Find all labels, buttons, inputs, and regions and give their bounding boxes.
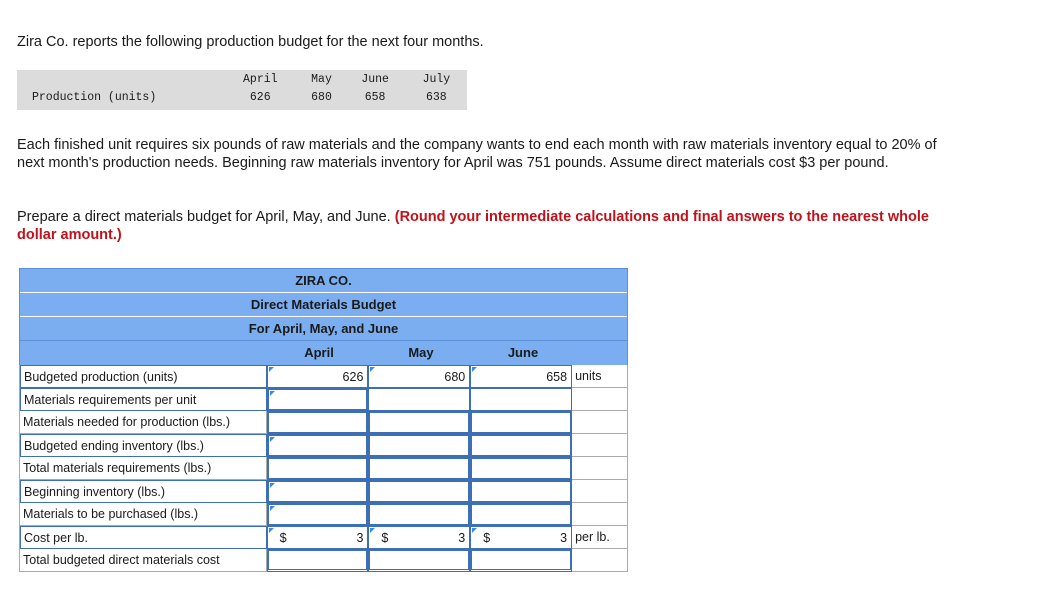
budget-row — [20, 388, 627, 411]
budget-period: For April, May, and June — [248, 321, 399, 336]
april-materials-needed-input[interactable] — [267, 411, 369, 434]
prod-month-july: July — [406, 70, 467, 88]
row-label-budgeted-production[interactable]: Budgeted production (units) — [20, 365, 267, 388]
june-cost-per-lb[interactable] — [470, 526, 572, 549]
task-paragraph — [17, 208, 967, 244]
row-label-ending-inventory[interactable]: Budgeted ending inventory (lbs.) — [20, 434, 267, 457]
april-materials-per-unit-input[interactable] — [267, 388, 369, 411]
prod-month-june: June — [345, 70, 406, 88]
column-headers — [19, 341, 628, 365]
april-cost-per-lb[interactable] — [267, 526, 369, 549]
budget-grid — [19, 365, 628, 572]
may-beginning-inventory-input[interactable] — [368, 480, 470, 503]
per-lb-label: per lb. — [575, 530, 610, 544]
row-label-beginning-inventory[interactable]: Beginning inventory (lbs.) — [20, 480, 267, 503]
april-cost-value: 3 — [356, 531, 364, 545]
prod-value-july: 638 — [406, 88, 467, 110]
may-ending-inventory-input[interactable] — [368, 434, 470, 457]
units-label: units — [575, 369, 602, 383]
row-label-total-requirements: Total materials requirements (lbs.) — [20, 457, 267, 480]
april-total-cost-input[interactable] — [267, 549, 369, 572]
budget-title: Direct Materials Budget — [20, 293, 627, 317]
dollar-sign: $ — [483, 531, 491, 545]
dollar-sign: $ — [279, 531, 287, 545]
prod-month-april: April — [222, 70, 299, 88]
june-ending-inventory-input[interactable] — [470, 434, 572, 457]
budget-row — [20, 526, 627, 549]
col-may: May — [408, 345, 434, 360]
row-label-materials-needed: Materials needed for production (lbs.) — [20, 411, 267, 434]
may-materials-purchased-input[interactable] — [368, 503, 470, 526]
budget-row — [20, 549, 627, 571]
budget-row — [20, 480, 627, 503]
may-total-cost-input[interactable] — [368, 549, 470, 572]
dollar-sign: $ — [381, 531, 389, 545]
june-total-cost-input[interactable] — [470, 549, 572, 572]
may-cost-per-lb[interactable] — [368, 526, 470, 549]
prod-month-may: May — [299, 70, 345, 88]
production-table — [17, 70, 467, 110]
april-total-requirements-input[interactable] — [267, 457, 369, 480]
april-ending-inventory-input[interactable] — [267, 434, 369, 457]
rounding-note: (Round your intermediate calculations and final answers to the nearest whole dollar amount.) — [17, 209, 929, 243]
april-materials-purchased-input[interactable] — [267, 503, 369, 526]
row-label-materials-per-unit[interactable]: Materials requirements per unit — [20, 388, 267, 411]
june-materials-purchased-input[interactable] — [470, 503, 572, 526]
prod-value-june: 658 — [345, 88, 406, 110]
prod-value-april: 626 — [222, 88, 299, 110]
intro-text: Zira Co. reports the following production budget for the next four months. — [17, 34, 484, 50]
budget-row — [20, 503, 627, 526]
direct-materials-budget — [19, 268, 628, 572]
budget-row — [20, 411, 627, 434]
may-materials-needed-input[interactable] — [368, 411, 470, 434]
prod-row-label: Production (units) — [17, 88, 222, 110]
row-label-materials-purchased: Materials to be purchased (lbs.) — [20, 503, 267, 526]
may-total-requirements-input[interactable] — [368, 457, 470, 480]
prod-value-may: 680 — [299, 88, 345, 110]
budget-row — [20, 457, 627, 480]
instructions-paragraph: Each finished unit requires six pounds of raw materials and the company wants to end each month with raw materials inventory equal to 20% of next month's production needs. Beginning raw materials inventory for April was 751 pounds. Assume direct materials cost $3 per pound. — [17, 137, 937, 171]
budget-row — [20, 365, 627, 388]
april-beginning-inventory-input[interactable] — [267, 480, 369, 503]
task-text: Prepare a direct materials budget for April, May, and June. — [17, 209, 395, 225]
june-beginning-inventory-input[interactable] — [470, 480, 572, 503]
june-materials-needed-input[interactable] — [470, 411, 572, 434]
may-materials-per-unit-input[interactable] — [368, 388, 470, 411]
may-cost-value: 3 — [458, 531, 466, 545]
company-name: ZIRA CO. — [20, 269, 627, 293]
june-materials-per-unit-input[interactable] — [470, 388, 572, 411]
row-label-cost-per-lb[interactable]: Cost per lb. — [20, 526, 267, 549]
col-april: April — [304, 345, 334, 360]
june-total-requirements-input[interactable] — [470, 457, 572, 480]
budget-header — [19, 268, 628, 341]
april-budgeted-production[interactable]: 626 — [267, 365, 369, 388]
june-cost-value: 3 — [560, 531, 568, 545]
june-budgeted-production[interactable]: 658 — [470, 365, 572, 388]
budget-row — [20, 434, 627, 457]
may-budgeted-production[interactable]: 680 — [368, 365, 470, 388]
row-label-total-cost: Total budgeted direct materials cost — [20, 549, 267, 572]
col-june: June — [507, 345, 539, 360]
